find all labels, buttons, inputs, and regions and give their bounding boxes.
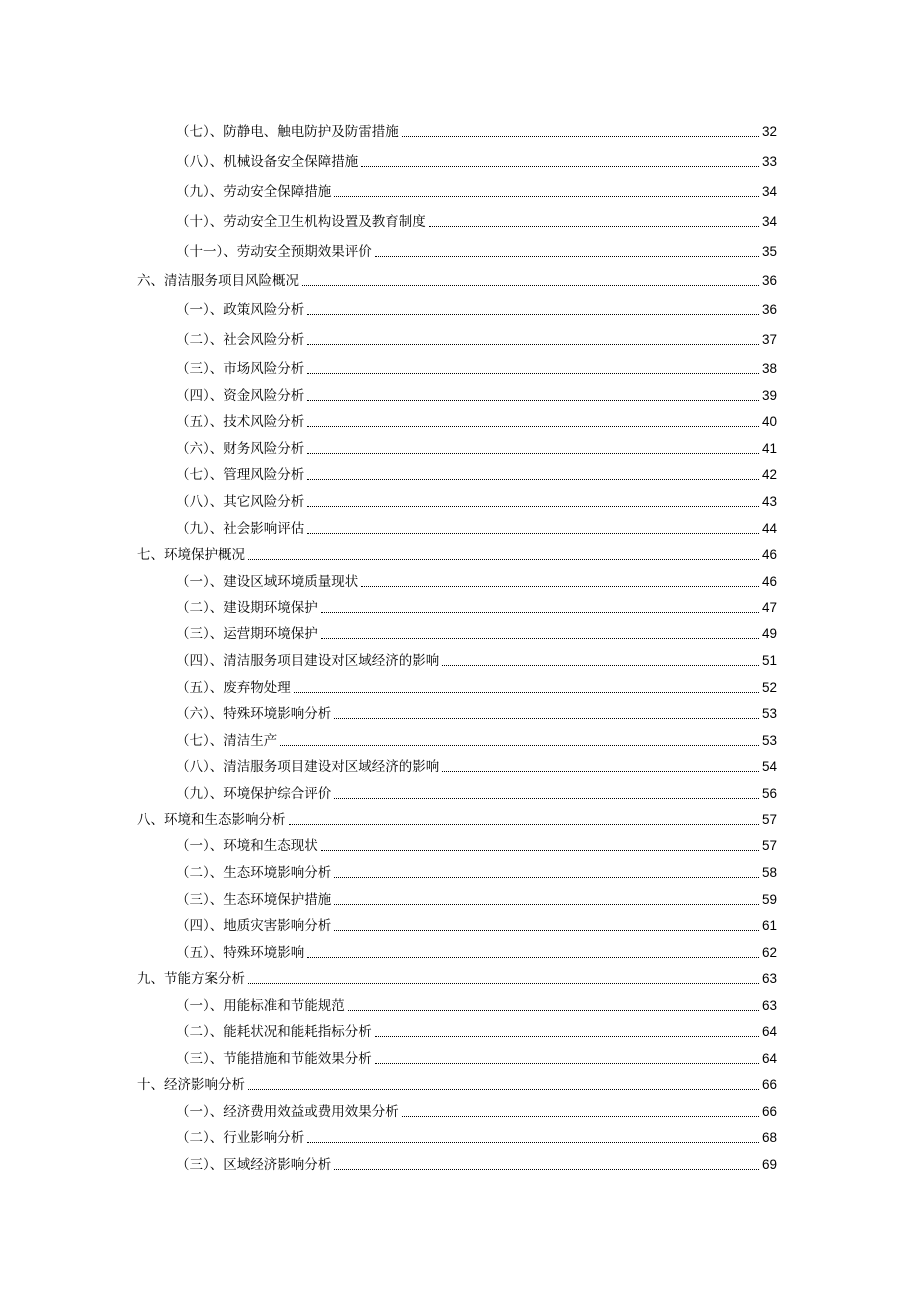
toc-page-number: 41 — [761, 441, 777, 456]
toc-entry-label: （二）、社会风险分析 — [176, 332, 305, 348]
toc-dot-leader — [248, 558, 759, 560]
toc-page-number: 62 — [761, 945, 777, 960]
toc-entry-label: （十）、劳动安全卫生机构设置及教育制度 — [176, 214, 426, 230]
toc-entry-label: （三）、生态环境保护措施 — [176, 892, 332, 908]
toc-section-entry[interactable] — [176, 463, 777, 483]
toc-entry-label: 八、环境和生态影响分析 — [137, 812, 286, 828]
toc-page-number: 34 — [761, 214, 777, 229]
toc-dot-leader — [442, 664, 759, 666]
toc-dot-leader — [307, 425, 759, 427]
toc-section-entry[interactable] — [176, 1126, 777, 1146]
toc-entry-label: （三）、节能措施和节能效果分析 — [176, 1051, 372, 1067]
toc-page-number: 58 — [761, 865, 777, 880]
toc-entry-label: 六、清洁服务项目风险概况 — [137, 273, 299, 289]
toc-page-number: 46 — [761, 547, 777, 562]
toc-dot-leader — [307, 1141, 759, 1143]
toc-section-entry[interactable] — [176, 298, 777, 318]
toc-page-number: 63 — [761, 971, 777, 986]
toc-dot-leader — [248, 1088, 759, 1090]
toc-entry-label: （九）、环境保护综合评价 — [176, 786, 332, 802]
toc-entry-label: 九、节能方案分析 — [137, 971, 245, 987]
toc-dot-leader — [302, 284, 759, 286]
toc-dot-leader — [248, 982, 759, 984]
toc-section-entry[interactable] — [176, 570, 777, 590]
toc-page-number: 64 — [761, 1051, 777, 1066]
toc-dot-leader — [289, 823, 759, 825]
toc-section-entry[interactable] — [176, 941, 777, 961]
toc-chapter-entry[interactable] — [137, 1073, 777, 1093]
toc-chapter-entry[interactable] — [137, 808, 777, 828]
toc-entry-label: （八）、清洁服务项目建设对区域经济的影响 — [176, 759, 440, 775]
toc-dot-leader — [375, 1035, 759, 1037]
toc-section-entry[interactable] — [176, 357, 777, 377]
toc-entry-label: 七、环境保护概况 — [137, 547, 245, 563]
toc-section-entry[interactable] — [176, 517, 777, 537]
toc-dot-leader — [334, 903, 759, 905]
toc-page-number: 54 — [761, 759, 777, 774]
toc-page-number: 47 — [761, 600, 777, 615]
toc-entry-label: （五）、特殊环境影响 — [176, 945, 305, 961]
toc-dot-leader — [442, 770, 759, 772]
toc-entry-label: （三）、市场风险分析 — [176, 361, 305, 377]
toc-page-number: 52 — [761, 680, 777, 695]
toc-entry-label: （三）、区域经济影响分析 — [176, 1157, 332, 1173]
toc-dot-leader — [334, 195, 759, 197]
toc-dot-leader — [402, 1115, 759, 1117]
toc-page-number: 64 — [761, 1024, 777, 1039]
toc-dot-leader — [307, 313, 759, 315]
toc-section-entry[interactable] — [176, 384, 777, 404]
toc-entry-label: （一）、环境和生态现状 — [176, 838, 318, 854]
toc-dot-leader — [307, 452, 759, 454]
toc-entry-label: （一）、用能标准和节能规范 — [176, 998, 345, 1014]
toc-entry-label: 十、经济影响分析 — [137, 1077, 245, 1093]
toc-entry-label: （六）、特殊环境影响分析 — [176, 706, 332, 722]
toc-section-entry[interactable] — [176, 676, 777, 696]
toc-dot-leader — [321, 637, 759, 639]
toc-entry-label: （五）、技术风险分析 — [176, 414, 305, 430]
toc-section-entry[interactable] — [176, 755, 777, 775]
toc-section-entry[interactable] — [176, 622, 777, 642]
toc-entry-label: （一）、政策风险分析 — [176, 302, 305, 318]
toc-dot-leader — [307, 532, 759, 534]
toc-entry-label: （二）、能耗状况和能耗指标分析 — [176, 1024, 372, 1040]
toc-section-entry[interactable] — [176, 490, 777, 510]
toc-dot-leader — [361, 585, 759, 587]
toc-dot-leader — [280, 744, 759, 746]
toc-entry-label: （二）、生态环境影响分析 — [176, 865, 332, 881]
toc-page-number: 34 — [761, 184, 777, 199]
toc-entry-label: （四）、资金风险分析 — [176, 388, 305, 404]
toc-section-entry[interactable] — [176, 1153, 777, 1173]
toc-dot-leader — [348, 1009, 759, 1011]
toc-section-entry[interactable] — [176, 834, 777, 854]
toc-dot-leader — [307, 343, 759, 345]
toc-entry-label: （一）、经济费用效益或费用效果分析 — [176, 1104, 399, 1120]
toc-page-number: 51 — [761, 653, 777, 668]
toc-section-entry[interactable] — [176, 782, 777, 802]
toc-page-number: 43 — [761, 494, 777, 509]
toc-page-number: 44 — [761, 521, 777, 536]
toc-section-entry[interactable] — [176, 240, 777, 260]
toc-page-number: 32 — [761, 124, 777, 139]
toc-page-number: 69 — [761, 1157, 777, 1172]
toc-page-number: 66 — [761, 1104, 777, 1119]
toc-dot-leader — [429, 225, 759, 227]
toc-page-number: 39 — [761, 388, 777, 403]
toc-entry-label: （三）、运营期环境保护 — [176, 626, 318, 642]
toc-dot-leader — [334, 797, 759, 799]
toc-dot-leader — [321, 849, 759, 851]
toc-page-number: 33 — [761, 154, 777, 169]
toc-page-number: 46 — [761, 574, 777, 589]
toc-chapter-entry[interactable] — [137, 269, 777, 289]
toc-section-entry[interactable] — [176, 994, 777, 1014]
toc-section-entry[interactable] — [176, 120, 777, 140]
toc-page-number: 36 — [761, 273, 777, 288]
toc-section-entry[interactable] — [176, 729, 777, 749]
toc-entry-label: （九）、劳动安全保障措施 — [176, 184, 332, 200]
toc-page-number: 42 — [761, 467, 777, 482]
toc-page-number: 40 — [761, 414, 777, 429]
toc-page-number: 36 — [761, 302, 777, 317]
toc-page-number: 68 — [761, 1130, 777, 1145]
toc-dot-leader — [334, 717, 759, 719]
toc-page-number: 56 — [761, 786, 777, 801]
toc-section-entry[interactable] — [176, 1020, 777, 1040]
toc-entry-label: （九）、社会影响评估 — [176, 521, 305, 537]
toc-dot-leader — [294, 691, 759, 693]
toc-section-entry[interactable] — [176, 914, 777, 934]
toc-page-number: 38 — [761, 361, 777, 376]
toc-entry-label: （十一）、劳动安全预期效果评价 — [176, 244, 372, 260]
toc-dot-leader — [307, 956, 759, 958]
toc-section-entry[interactable] — [176, 180, 777, 200]
toc-section-entry[interactable] — [176, 150, 777, 170]
toc-page-number: 66 — [761, 1077, 777, 1092]
toc-page-number: 35 — [761, 244, 777, 259]
toc-entry-label: （八）、机械设备安全保障措施 — [176, 154, 359, 170]
toc-dot-leader — [402, 135, 759, 137]
toc-section-entry[interactable] — [176, 210, 777, 230]
toc-page-number: 49 — [761, 626, 777, 641]
toc-page-number: 57 — [761, 838, 777, 853]
toc-section-entry[interactable] — [176, 1100, 777, 1120]
toc-entry-label: （七）、防静电、触电防护及防雷措施 — [176, 124, 399, 140]
toc-section-entry[interactable] — [176, 702, 777, 722]
toc-entry-label: （八）、其它风险分析 — [176, 494, 305, 510]
toc-section-entry[interactable] — [176, 888, 777, 908]
toc-section-entry[interactable] — [176, 328, 777, 348]
toc-page-number: 59 — [761, 892, 777, 907]
toc-dot-leader — [307, 478, 759, 480]
toc-entry-label: （五）、废弃物处理 — [176, 680, 291, 696]
toc-entry-label: （七）、清洁生产 — [176, 733, 278, 749]
toc-section-entry[interactable] — [176, 1047, 777, 1067]
toc-dot-leader — [375, 1062, 759, 1064]
toc-section-entry[interactable] — [176, 596, 777, 616]
toc-entry-label: （一）、建设区域环境质量现状 — [176, 574, 359, 590]
toc-dot-leader — [334, 1168, 759, 1170]
toc-chapter-entry[interactable] — [137, 967, 777, 987]
toc-entry-label: （七）、管理风险分析 — [176, 467, 305, 483]
toc-dot-leader — [307, 372, 759, 374]
toc-entry-label: （四）、清洁服务项目建设对区域经济的影响 — [176, 653, 440, 669]
toc-dot-leader — [334, 929, 759, 931]
toc-page-number: 53 — [761, 706, 777, 721]
toc-chapter-entry[interactable] — [137, 543, 777, 563]
toc-section-entry[interactable] — [176, 410, 777, 430]
toc-entry-label: （二）、建设期环境保护 — [176, 600, 318, 616]
toc-page-number: 63 — [761, 998, 777, 1013]
toc-dot-leader — [321, 611, 759, 613]
toc-page-number: 37 — [761, 332, 777, 347]
toc-dot-leader — [361, 165, 759, 167]
toc-entry-label: （二）、行业影响分析 — [176, 1130, 305, 1146]
toc-section-entry[interactable] — [176, 437, 777, 457]
toc-page-number: 53 — [761, 733, 777, 748]
toc-dot-leader — [307, 399, 759, 401]
toc-entry-label: （四）、地质灾害影响分析 — [176, 918, 332, 934]
toc-page-number: 61 — [761, 918, 777, 933]
toc-section-entry[interactable] — [176, 649, 777, 669]
toc-entry-label: （六）、财务风险分析 — [176, 441, 305, 457]
toc-dot-leader — [334, 876, 759, 878]
toc-dot-leader — [375, 255, 759, 257]
toc-page-number: 57 — [761, 812, 777, 827]
toc-section-entry[interactable] — [176, 861, 777, 881]
toc-dot-leader — [307, 505, 759, 507]
